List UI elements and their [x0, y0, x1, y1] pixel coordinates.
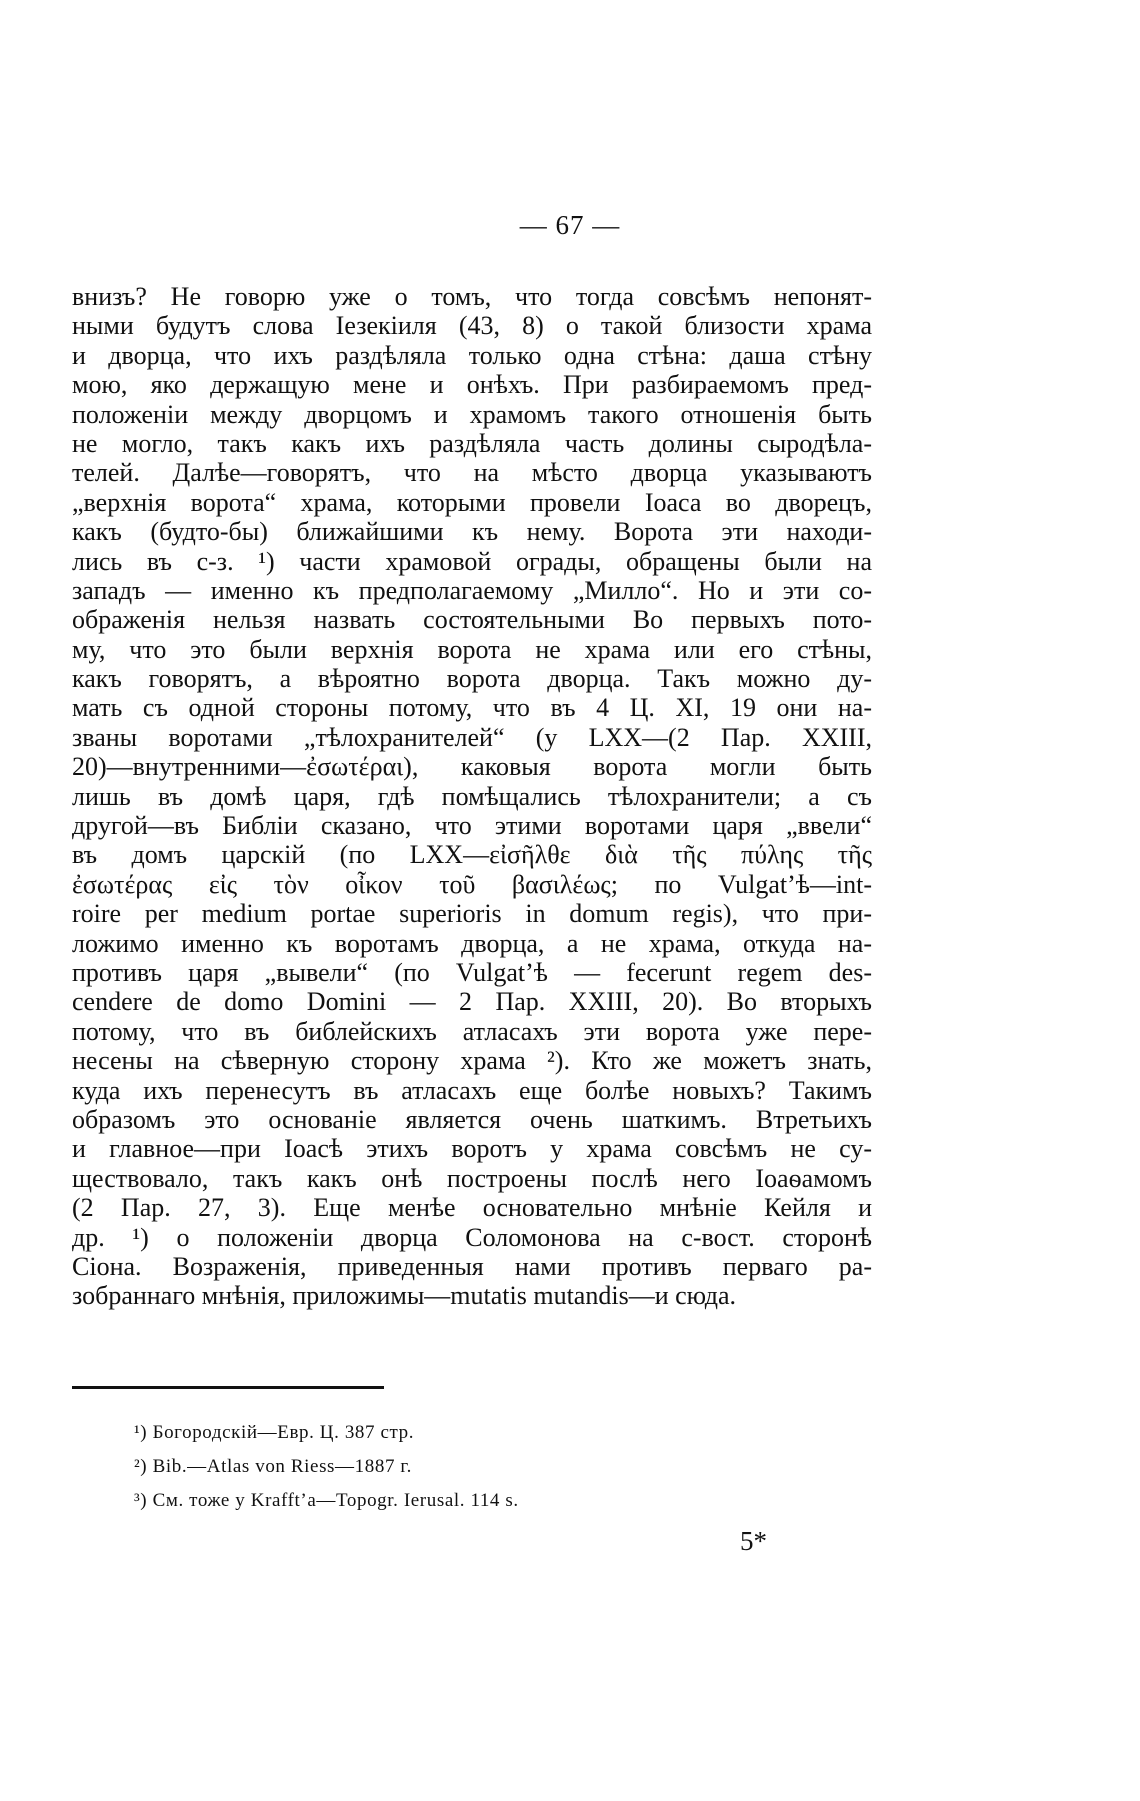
text-line: какъ говорятъ, а вѣроятно ворота дворца. Такъ можно ду- — [72, 664, 872, 694]
text-line: въ домъ царскiй (по LXX—εἰσῆλθε διὰ τῆς πύλης τῆς — [72, 840, 872, 870]
text-line: ἐσωτέρας εἰς τὸν οἶκον τοῦ βασιλέως; по Vulgat’ѣ—int- — [72, 869, 872, 899]
text-line: несены на сѣверную сторону храма ²). Кто же можетъ знать, — [72, 1046, 872, 1076]
text-line: потому, что въ библейскихъ атласахъ эти ворота уже пере- — [72, 1016, 872, 1046]
text-line: roire per medium portae superioris in domum regis), что при- — [72, 899, 872, 929]
text-line: телей. Далѣе—говорятъ, что на мѣсто дворца указываютъ — [72, 458, 872, 488]
footnote: ²) Bib.—Atlas von Riess—1887 г. — [134, 1456, 413, 1477]
text-line: мою, яко держащую мене и онѣхъ. При разбираемомъ пред- — [72, 370, 872, 400]
text-line: внизъ? Не говорю уже о томъ, что тогда совсѣмъ непонят- — [72, 282, 872, 311]
text-line: ображенiя нельзя назвать состоятельными Во первыхъ пото- — [72, 605, 872, 635]
text-line: му, что это были верхнiя ворота не храма или его стѣны, — [72, 634, 872, 664]
text-line: противъ царя „вывели“ (по Vulgat’ѣ — fecerunt regem des- — [72, 957, 872, 987]
text-line: положенiи между дворцомъ и храмомъ такого отношенiя быть — [72, 399, 872, 429]
text-line: не могло, такъ какъ ихъ раздѣляла часть долины сыродѣла- — [72, 428, 872, 458]
text-line: мать съ одной стороны потому, что въ 4 Ц. XI, 19 они на- — [72, 693, 872, 723]
text-line: ложимо именно къ воротамъ дворца, а не храма, откуда на- — [72, 928, 872, 958]
text-line: 20)—внутренними—ἐσωτέραι), каковыя ворота могли быть — [72, 752, 872, 782]
text-line: (2 Пар. 27, 3). Еще менѣе основательно мнѣнiе Кейля и — [72, 1193, 872, 1223]
text-line: „верхнiя ворота“ храма, которыми провели Iоаса во дворецъ, — [72, 487, 872, 517]
text-line: куда ихъ перенесутъ въ атласахъ еще болѣе новыхъ? Такимъ — [72, 1075, 872, 1105]
text-line: западъ — именно къ предполагаемому „Милло“. Но и эти со- — [72, 575, 872, 605]
text-line: какъ (будто-бы) ближайшими къ нему. Ворота эти находи- — [72, 517, 872, 547]
text-line: и дворца, что ихъ раздѣляла только одна стѣна: даша стѣну — [72, 340, 872, 370]
text-line: ществовало, такъ какъ онѣ построены послѣ него Iоаѳамомъ — [72, 1163, 872, 1193]
body-text — [72, 282, 872, 1311]
text-line: Сiона. Возраженiя, приведенныя нами противъ перваго ра- — [72, 1251, 872, 1281]
text-line: другой—въ Библiи сказано, что этими воротами царя „ввели“ — [72, 811, 872, 841]
footnote: ¹) Богородскiй—Евр. Ц. 387 стр. — [134, 1422, 415, 1443]
text-line: cendere de domo Domini — 2 Пар. XXIII, 20). Во вторыхъ — [72, 987, 872, 1017]
text-line: и главное—при Iоасѣ этихъ воротъ у храма совсѣмъ не су- — [72, 1134, 872, 1164]
page-number: — 67 — — [519, 210, 621, 240]
footnote: ³) См. тоже у Krafft’a—Topogr. Ierusal. 114 s. — [134, 1490, 519, 1511]
text-line: образомъ это основанiе является очень шаткимъ. Втретьихъ — [72, 1104, 872, 1134]
text-line: др. ¹) о положенiи дворца Соломонова на с-вост. сторонѣ — [72, 1222, 872, 1252]
signature-mark: 5* — [740, 1526, 767, 1556]
footnote-divider — [72, 1386, 384, 1389]
footnotes — [134, 1416, 834, 1518]
text-line: зобраннаго мнѣнiя, приложимы—mutatis mutandis—и сюда. — [72, 1281, 737, 1311]
text-line: званы воротами „тѣлохранителей“ (у LXX—(2 Пар. XXIII, — [72, 722, 872, 752]
text-line: лись въ с-з. ¹) части храмовой ограды, обращены были на — [72, 546, 872, 576]
text-line: лишь въ домѣ царя, гдѣ помѣщались тѣлохранители; а съ — [72, 781, 872, 811]
text-line: ными будутъ слова Iезекiиля (43, 8) о такой близости храма — [72, 311, 872, 341]
